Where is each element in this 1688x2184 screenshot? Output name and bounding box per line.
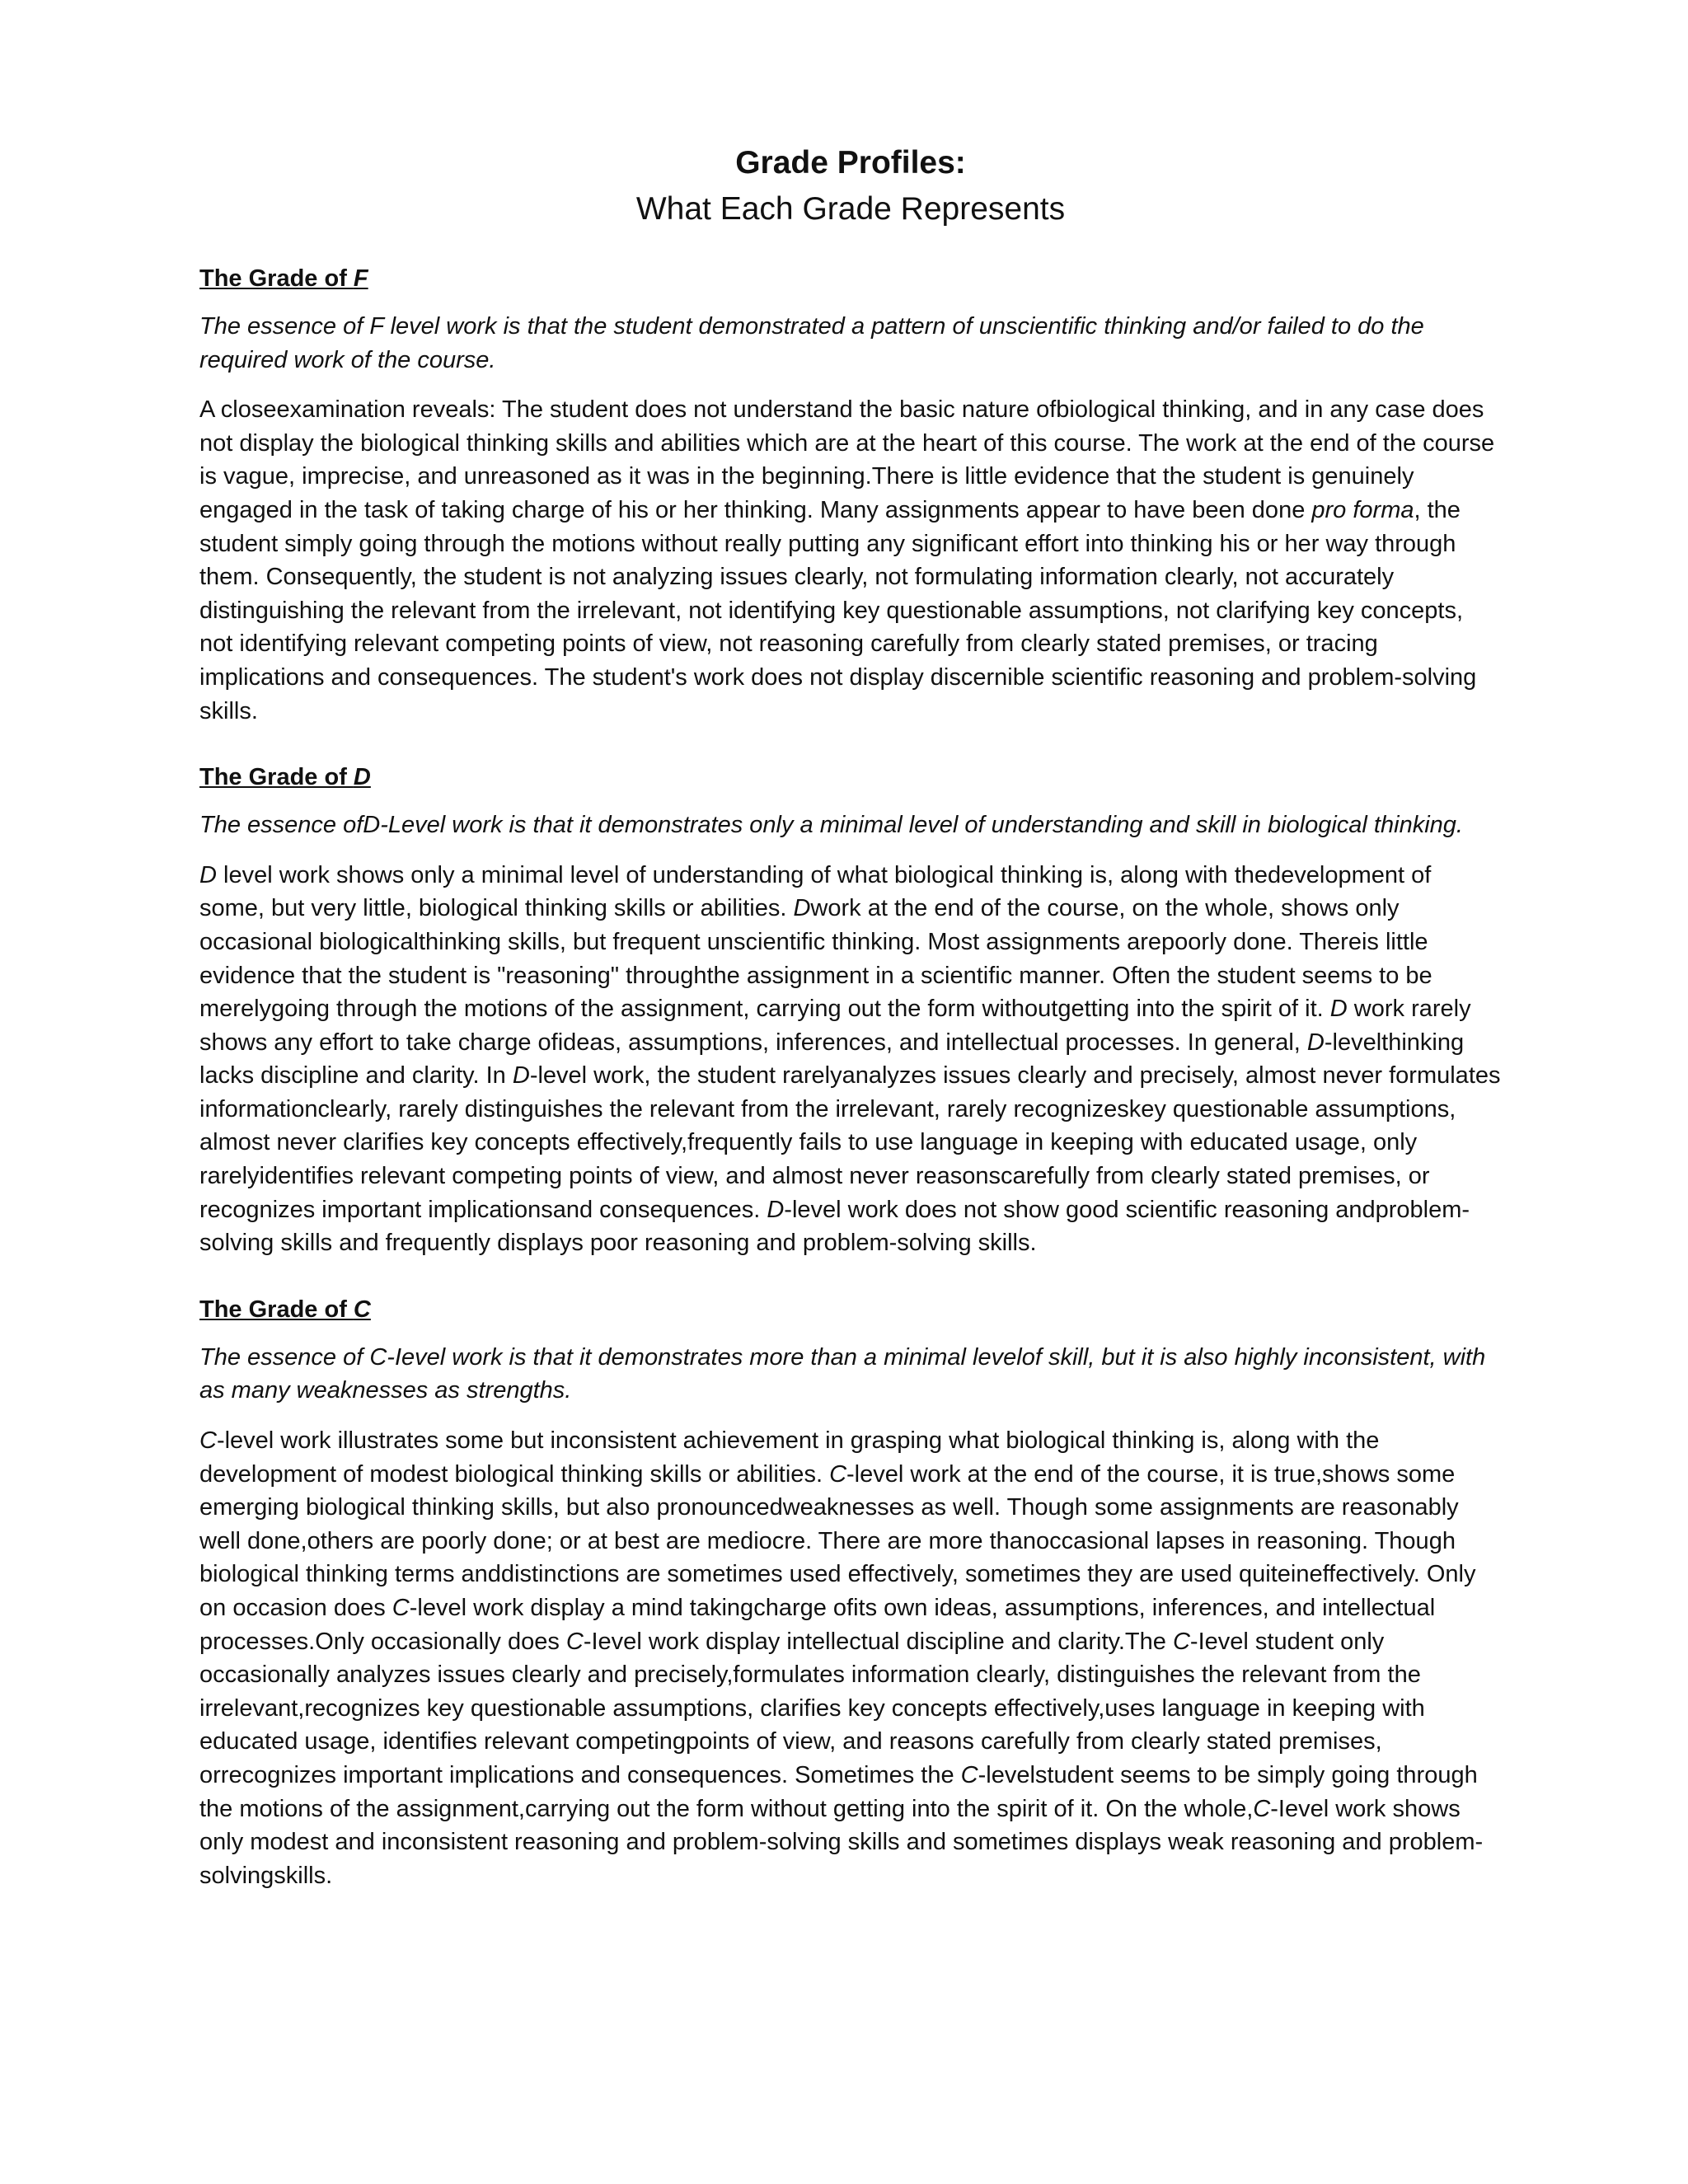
body-italic-grade: D: [1306, 1029, 1325, 1056]
section-body: [199, 393, 1502, 728]
body-text-part: -level work does not show good scientific reasoning andproblem-solving skills and frequently displays poor reasoning and problem-solving skills.: [199, 1196, 1470, 1257]
body-italic-grade: D: [793, 895, 811, 922]
body-text-part: level work shows only a minimal level of understanding of what biological thinking is, along with thedevelopment of some, but very little, biological thinking skills or abilities.: [199, 861, 1432, 922]
heading-grade-letter: C: [353, 1296, 371, 1323]
title-block: [199, 140, 1502, 232]
body-italic-grade: D: [1329, 996, 1348, 1023]
body-italic-grade: C: [392, 1595, 410, 1621]
body-text-part: work at the end of the course, on the whole, shows only occasional biologicalthinking skills, but frequent unscientific thinking. Most assignments arepoorly done. Thereis little evidence that the student is "reasoning" throughthe assignment in a scientific manner. Often the student seems to be merelygoing through the motions of the assignment, carrying out the form withoutgetting into the spirit of it.: [199, 895, 1432, 1023]
section-grade-f: [199, 262, 1502, 728]
heading-prefix: The Grade of: [199, 265, 354, 292]
heading-prefix: The Grade of: [199, 1296, 354, 1323]
body-text-part: work rarely shows any effort to take charge ofideas, assumptions, inferences, and intellectual processes. In general,: [199, 996, 1471, 1056]
body-italic-grade: C: [1253, 1795, 1271, 1822]
body-text-part: -level work at the end of the course, it is true,shows some emerging biological thinking skills, but also pronouncedweaknesses as well. Though some assignments are reasonably well done,others are poorly done; or at best are mediocre. There are more thanoccasional lapses in reasoning. Though biological thinking terms anddistinctions are sometimes used effectively, sometimes they are used quiteineffectively. Only on occasion does: [199, 1460, 1476, 1621]
body-text-part: -Ievel student only occasionally analyzes issues clearly and precisely,formulates information clearly, distinguishes the relevant from the irrelevant,recognizes key questionable assumptions, clarifies key concepts effectively,uses language in keeping with educated usage, identifies relevant competingpoints of view, and reasons carefully from clearly stated premises, orrecognizes important implications and consequences. Sometimes the: [199, 1628, 1425, 1788]
section-grade-d: [199, 761, 1502, 1260]
section-heading: [199, 761, 1502, 794]
body-italic-term: pro forma: [1311, 496, 1414, 523]
heading-grade-letter: F: [353, 265, 368, 292]
essence-statement: The essence of C-Ievel work is that it demonstrates more than a minimal levelof skill, but it is also highly inconsistent, with as many weaknesses as strengths.: [199, 1343, 1486, 1404]
section-heading: [199, 262, 1502, 295]
body-text-part: -levelthinking lacks discipline and clarity. In: [199, 1029, 1465, 1090]
body-text-part: -Ievel work display intellectual discipline and clarity.The: [583, 1628, 1173, 1655]
heading-prefix: The Grade of: [199, 764, 354, 791]
body-text-part: -level work display a mind takingcharge ofits own ideas, assumptions, inferences, and intellectual processes.Only occasionally does: [199, 1595, 1436, 1655]
body-italic-grade: C: [1172, 1628, 1190, 1655]
body-italic-grade: C: [960, 1761, 978, 1788]
body-text-part: A closeexamination reveals: The student does not understand the basic nature ofbiological thinking, and in any case does not display the biological thinking skills and abilities which are at the heart of this course. The work at the end of the course is vague, imprecise, and unreasoned as it was in the beginning.There is little evidence that the student is genuinely engaged in the task of taking charge of his or her thinking. Many assignments appear to have been done: [199, 396, 1495, 523]
page-title: Grade Profiles:: [735, 145, 966, 180]
section-heading: [199, 1293, 1502, 1326]
body-text-part: , the student simply going through the motions without really putting any significant effort into thinking his or her way through them. Consequently, the student is not analyzing issues clearly, not formulating information clearly, not accurately distinguishing the relevant from the irrelevant, not identifying key questionable assumptions, not clarifying key concepts, not identifying relevant competing points of view, not reasoning carefully from clearly stated premises, or tracing implications and consequences. The student's work does not display discernible scientific reasoning and problem-solving skills.: [199, 496, 1477, 724]
document-page: [199, 140, 1502, 1892]
body-italic-grade: C: [199, 1427, 217, 1455]
body-text-part: -level work, the student rarelyanalyzes issues clearly and precisely, almost never formulates informationclearly, rarely distinguishes the relevant from the irrelevant, rarely recognizeskey questionable assumptions, almost never clarifies key concepts effectively,frequently fails to use language in keeping with educated usage, only rarelyidentifies relevant competing points of view, and almost never reasonscarefully from clearly stated premises, or recognizes important implicationsand consequences.: [199, 1062, 1501, 1223]
section-grade-c: [199, 1293, 1502, 1893]
section-body: [199, 859, 1502, 1260]
body-text-part: -level work illustrates some but inconsistent achievement in grasping what biological thinking is, along with the development of modest biological thinking skills or abilities.: [199, 1427, 1380, 1488]
section-body: [199, 1424, 1502, 1892]
body-text-part: -levelstudent seems to be simply going through the motions of the assignment,carrying out the form without getting into the spirit of it. On the whole,: [199, 1761, 1478, 1822]
essence-statement: The essence of F level work is that the student demonstrated a pattern of unscientific thinking and/or failed to do the required work of the course.: [199, 313, 1424, 373]
body-italic-grade: C: [565, 1628, 584, 1655]
body-italic-grade: D: [767, 1196, 785, 1223]
essence-statement: The essence ofD-Level work is that it demonstrates only a minimal level of understanding and skill in biological thinking.: [199, 812, 1463, 839]
body-italic-grade: D: [199, 861, 217, 888]
page-subtitle: What Each Grade Represents: [635, 191, 1066, 227]
body-italic-grade: C: [829, 1460, 847, 1488]
body-text-part: -Ievel work shows only modest and inconsistent reasoning and problem-solving skills and sometimes displays weak reasoning and problem-solvingskills.: [199, 1795, 1484, 1889]
body-italic-grade: D: [512, 1062, 530, 1090]
heading-grade-letter: D: [353, 764, 371, 791]
